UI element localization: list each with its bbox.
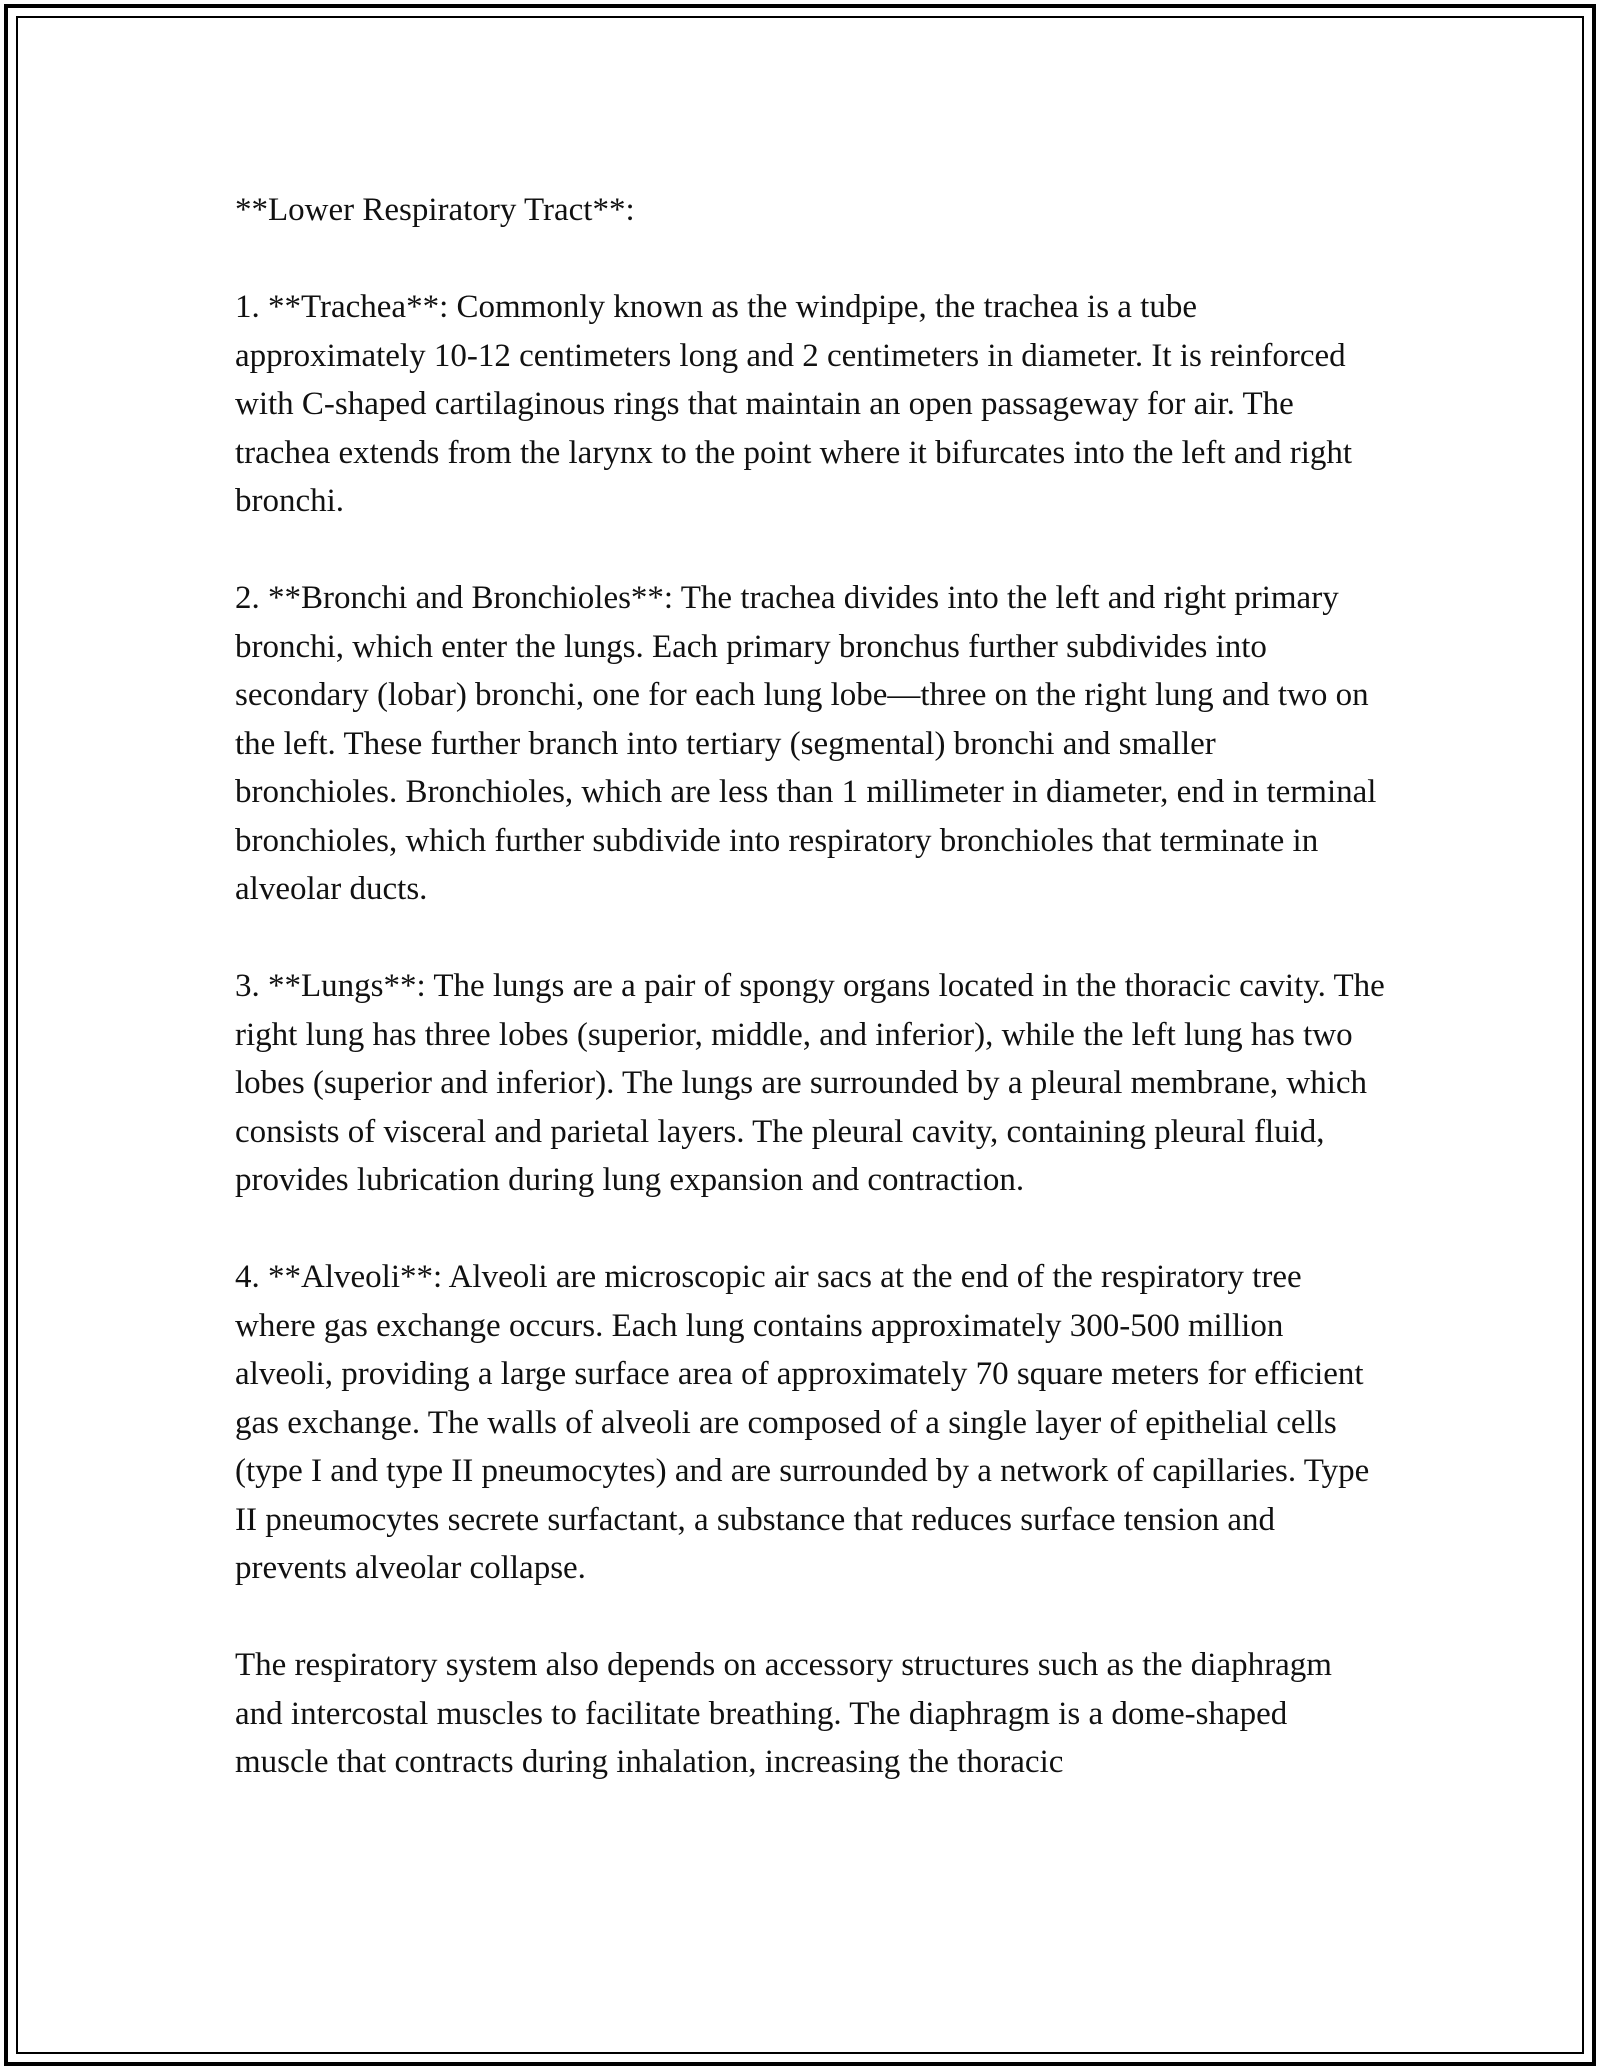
document-body bbox=[235, 186, 1385, 1835]
paragraph-lungs: 3. **Lungs**: The lungs are a pair of spongy organs located in the thoracic cavity. The right lung has three lobes (superior, middle, and inferior), while the left lung has two lobes (superior and inferior). The lungs are surrounded by a pleural membrane, which consists of visceral and parietal layers. The pleural cavity, containing pleural fluid, provides lubrication during lung expansion and contraction. bbox=[235, 968, 1385, 1198]
paragraph-alveoli: 4. **Alveoli**: Alveoli are microscopic air sacs at the end of the respiratory tree where gas exchange occurs. Each lung contains approximately 300-500 million alveoli, providing a large surface area of approximately 70 square meters for efficient gas exchange. The walls of alveoli are composed of a single layer of epithelial cells (type I and type II pneumocytes) and are surrounded by a network of capillaries. Type II pneumocytes secrete surfactant, a substance that reduces surface tension and prevents alveolar collapse. bbox=[235, 1259, 1370, 1586]
paragraph-accessory-structures: The respiratory system also depends on accessory structures such as the diaphragm and intercostal muscles to facilitate breathing. The diaphragm is a dome-shaped muscle that contracts during inhalation, increasing the thoracic bbox=[235, 1647, 1332, 1780]
section-heading: **Lower Respiratory Tract**: bbox=[235, 192, 635, 228]
paragraph-bronchi: 2. **Bronchi and Bronchioles**: The trachea divides into the left and right primary bronchi, which enter the lungs. Each primary bronchus further subdivides into secondary (lobar) bronchi, one for each lung lobe—three on the right lung and two on the left. These further branch into tertiary (segmental) bronchi and smaller bronchioles. Bronchioles, which are less than 1 millimeter in diameter, end in terminal bronchioles, which further subdivide into respiratory bronchioles that terminate in alveolar ducts. bbox=[235, 580, 1377, 907]
paragraph-trachea: 1. **Trachea**: Commonly known as the windpipe, the trachea is a tube approximately 10-12 centimeters long and 2 centimeters in diameter. It is reinforced with C-shaped cartilaginous rings that maintain an open passageway for air. The trachea extends from the larynx to the point where it bifurcates into the left and right bronchi. bbox=[235, 289, 1353, 519]
